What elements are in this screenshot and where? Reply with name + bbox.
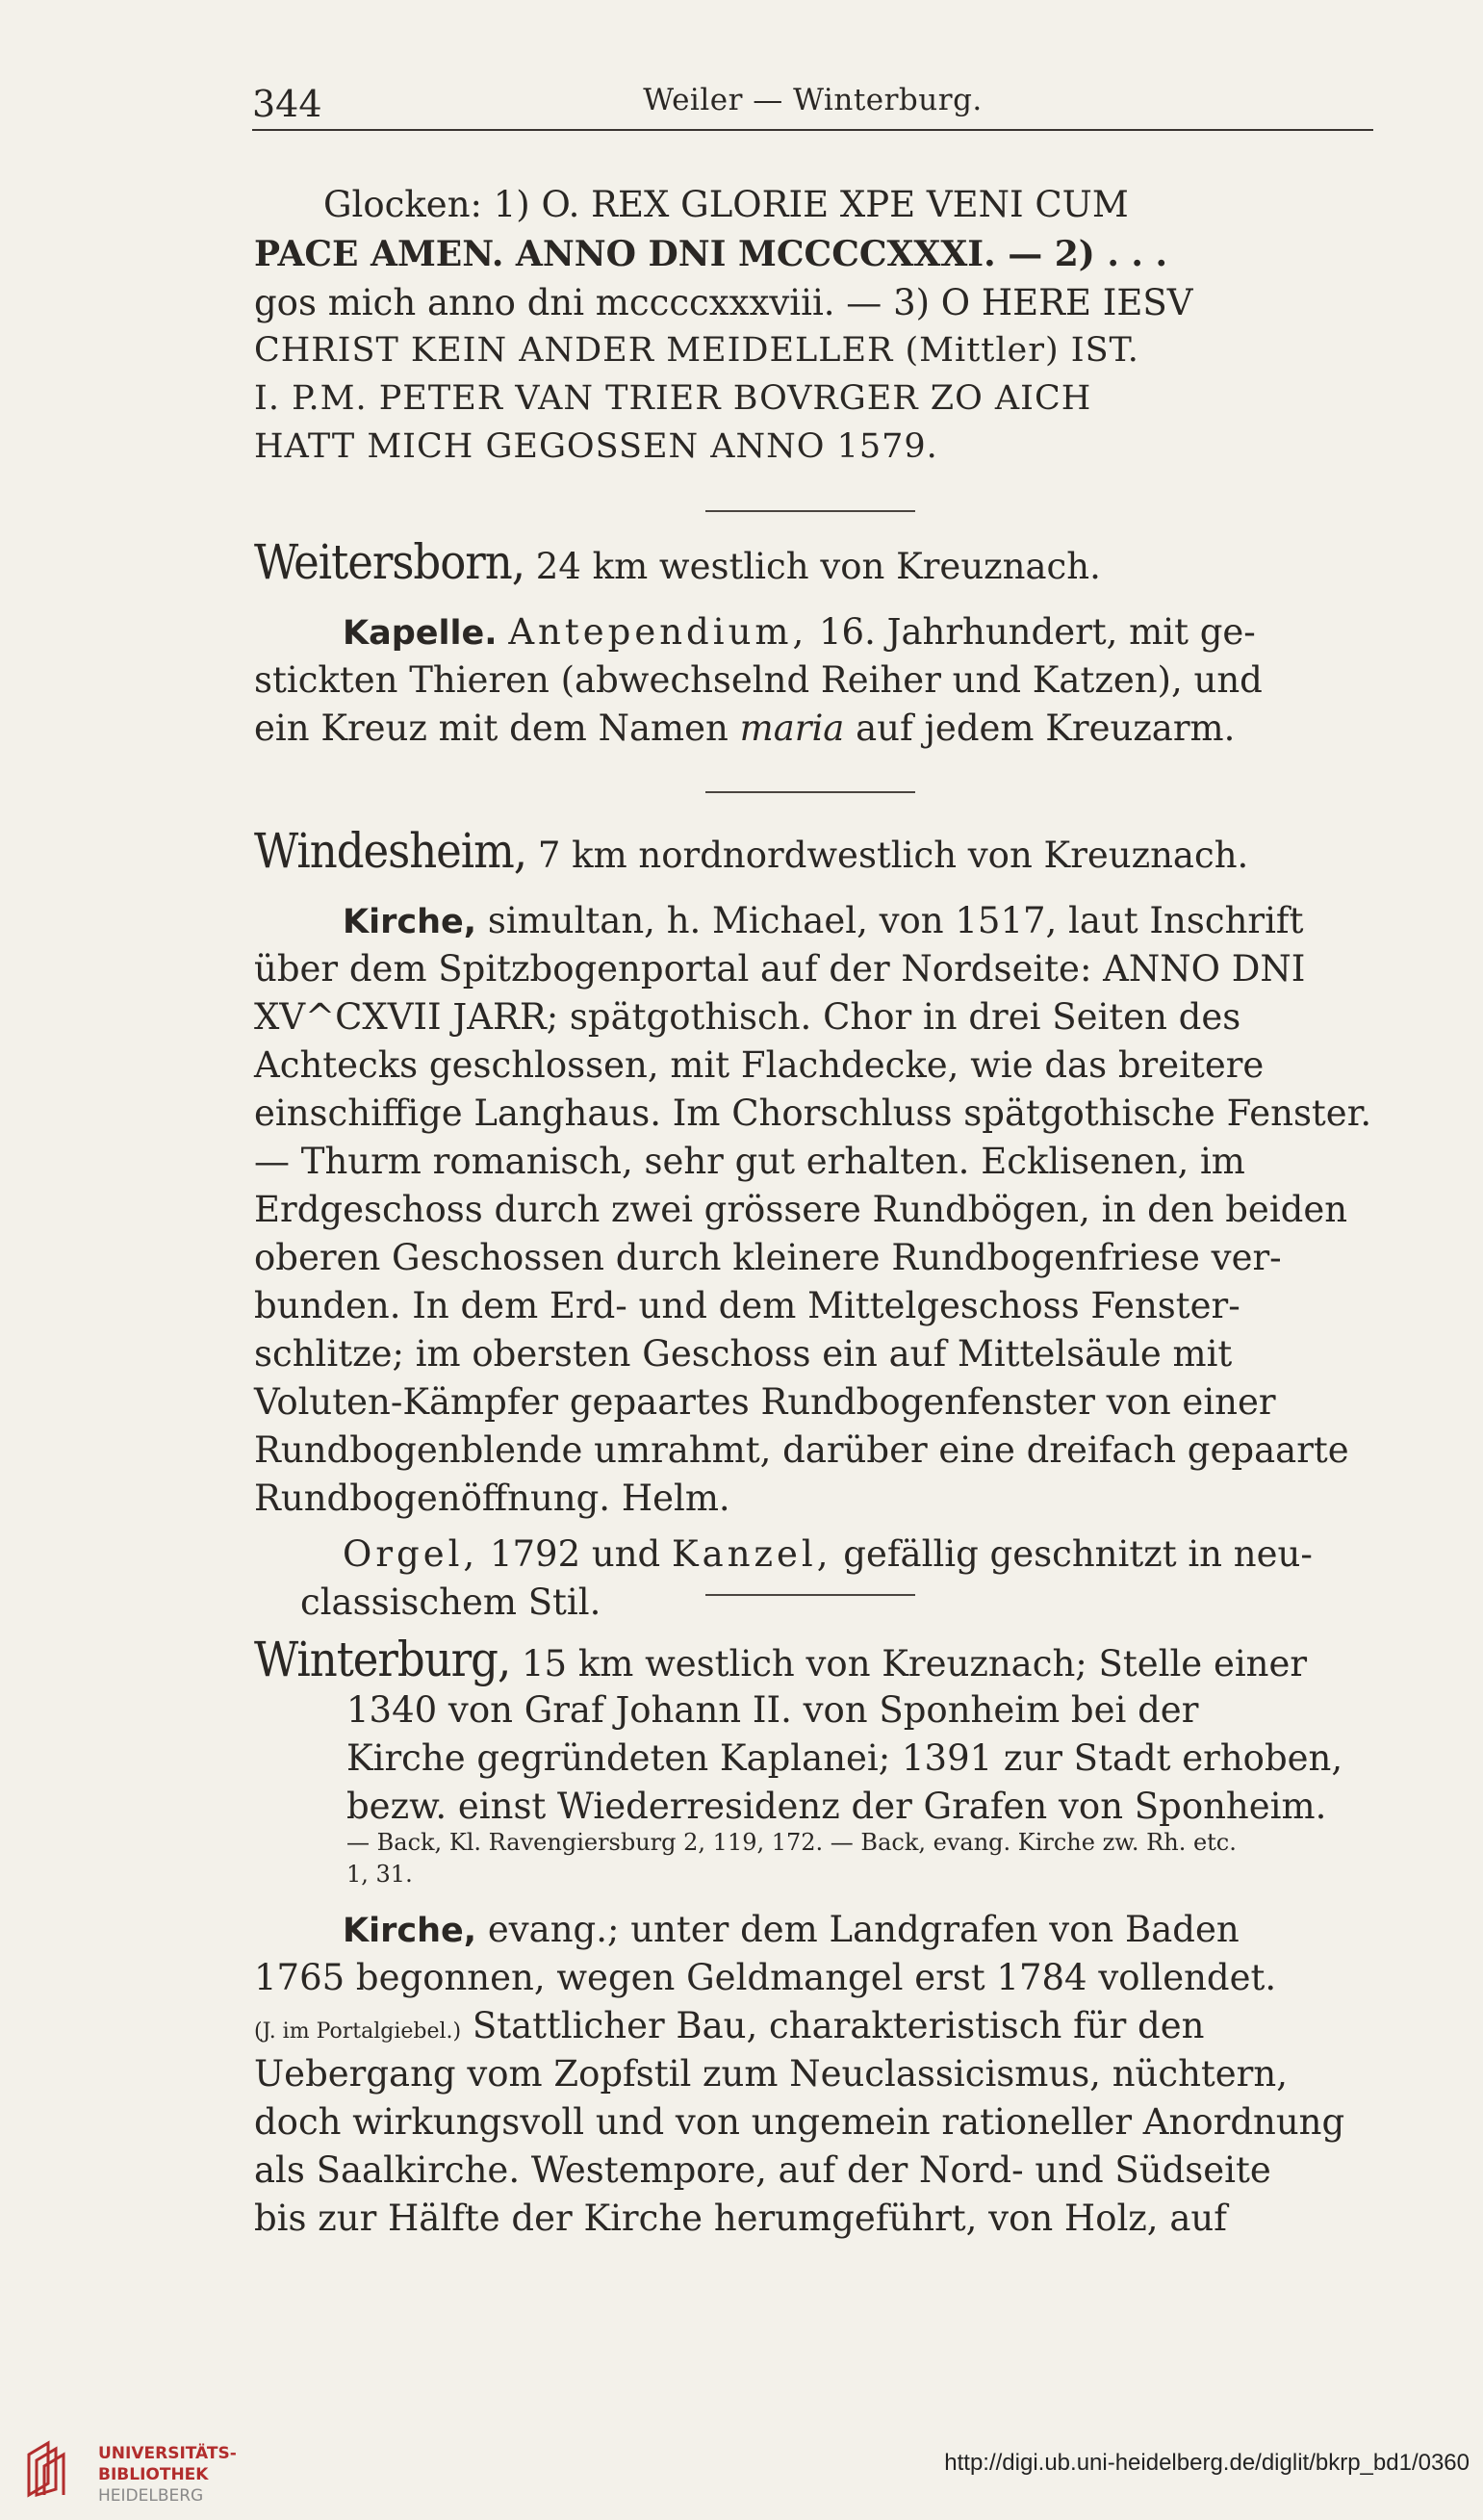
text-line: Achtecks geschlossen, mit Flachdecke, wie das breitere xyxy=(254,1044,1265,1086)
text-line: XV^CXVII JARR; spätgothisch. Chor in drei Seiten des xyxy=(254,996,1241,1038)
text-line: einschiffige Langhaus. Im Chorschluss spätgothische Fenster. xyxy=(254,1093,1372,1134)
text-line: Erdgeschoss durch zwei grössere Rundbögen, in den beiden xyxy=(254,1189,1348,1230)
text-line: 1765 begonnen, wegen Geldmangel erst 1784 vollendet. xyxy=(254,1957,1277,1998)
library-name xyxy=(98,2443,237,2507)
weitersborn-heading-line xyxy=(254,534,1372,591)
reference-line: 1, 31. xyxy=(346,1861,413,1888)
spaced-term: Kanzel, xyxy=(672,1533,832,1575)
running-header xyxy=(252,75,1373,131)
kirche-label: Kirche, xyxy=(343,903,477,941)
glocken-line: CHRIST KEIN ANDER MEIDELLER (Mittler) IST. xyxy=(254,331,1139,370)
text-line: — Thurm romanisch, sehr gut erhalten. Ecklisenen, im xyxy=(254,1141,1245,1182)
section-divider xyxy=(705,791,915,793)
library-line: HEIDELBERG xyxy=(98,2486,204,2506)
small-note: (J. im Portalgiebel.) xyxy=(254,2019,462,2044)
text-line: über dem Spitzbogenportal auf der Nordseite: ANNO DNI xyxy=(254,948,1306,990)
glocken-line: gos mich anno dni mccccxxxviii. — 3) O HERE IESV xyxy=(254,282,1193,323)
text-line: classischem Stil. xyxy=(300,1581,601,1623)
text-run: ein Kreuz mit dem Namen xyxy=(254,707,740,749)
heading-rest: 15 km westlich von Kreuznach; Stelle einer xyxy=(510,1643,1308,1684)
section-divider xyxy=(705,510,915,512)
place-heading: Windesheim, xyxy=(254,823,527,879)
glocken-line: PACE AMEN. ANNO DNI MCCCCXXXI. — 2) . . . xyxy=(254,234,1168,274)
glocken-line: HATT MICH GEGOSSEN ANNO 1579. xyxy=(254,427,938,466)
library-line: UNIVERSITÄTS- xyxy=(98,2444,237,2463)
place-heading: Weitersborn, xyxy=(254,534,525,590)
source-url-link[interactable]: http://digi.ub.uni-heidelberg.de/diglit/bkrp_bd1/0360 xyxy=(944,2450,1470,2476)
text-line xyxy=(254,2002,1372,2056)
glocken-line: Glocken: 1) O. REX GLORIE XPE VENI CUM xyxy=(323,184,1129,225)
text-line: 1340 von Graf Johann II. von Sponheim bei der xyxy=(346,1689,1199,1731)
page-number: 344 xyxy=(252,83,322,125)
kapelle-label: Kapelle. xyxy=(343,614,498,653)
text-run: auf jedem Kreuzarm. xyxy=(844,707,1236,749)
winterburg-heading-line xyxy=(254,1632,1372,1688)
text-run: gefällig geschnitzt in neu- xyxy=(831,1533,1313,1575)
text-line xyxy=(254,1530,1372,1579)
text-run: simultan, h. Michael, von 1517, laut Inschrift xyxy=(476,900,1304,941)
text-run: Stattlicher Bau, charakteristisch für den xyxy=(461,2005,1205,2046)
place-heading: Winterburg, xyxy=(254,1632,511,1687)
text-line xyxy=(254,1906,1372,1956)
text-line: stickten Thieren (abwechselnd Reiher und Katzen), und xyxy=(254,659,1263,701)
text-line: Uebergang vom Zopfstil zum Neuclassicismus, nüchtern, xyxy=(254,2053,1288,2095)
text-line: Voluten-Kämpfer gepaartes Rundbogenfenster von einer xyxy=(254,1381,1276,1423)
text-line: oberen Geschossen durch kleinere Rundbogenfriese ver- xyxy=(254,1237,1282,1278)
text-line: Rundbogenöffnung. Helm. xyxy=(254,1478,730,1519)
text-line: bunden. In dem Erd- und dem Mittelgeschoss Fenster- xyxy=(254,1285,1240,1326)
text-line xyxy=(254,608,1372,658)
spaced-term: Antependium, xyxy=(508,611,808,653)
text-line: Rundbogenblende umrahmt, darüber eine dreifach gepaarte xyxy=(254,1429,1349,1471)
library-line: BIBLIOTHEK xyxy=(98,2465,209,2484)
text-line xyxy=(254,897,1372,947)
text-line xyxy=(254,705,1372,753)
heading-rest: 7 km nordnordwestlich von Kreuznach. xyxy=(526,835,1249,876)
text-line: bis zur Hälfte der Kirche herumgeführt, von Holz, auf xyxy=(254,2198,1227,2239)
spaced-term: Orgel, xyxy=(343,1533,479,1575)
text-line: Kirche gegründeten Kaplanei; 1391 zur Stadt erhoben, xyxy=(346,1737,1343,1779)
glocken-line: I. P.M. PETER VAN TRIER BOVRGER ZO AICH xyxy=(254,379,1092,418)
running-title: Weiler — Winterburg. xyxy=(643,83,983,117)
windesheim-heading-line xyxy=(254,823,1372,880)
text-run: evang.; unter dem Landgrafen von Baden xyxy=(476,1909,1240,1950)
text-run: 16. Jahrhundert, mit ge- xyxy=(807,611,1256,653)
text-line: doch wirkungsvoll und von ungemein rationeller Anordnung xyxy=(254,2101,1345,2143)
italic-word: maria xyxy=(739,707,845,749)
text-line: schlitze; im obersten Geschoss ein auf Mittelsäule mit xyxy=(254,1333,1233,1375)
heading-rest: 24 km westlich von Kreuznach. xyxy=(524,546,1101,587)
reference-line: — Back, Kl. Ravengiersburg 2, 119, 172. — Back, evang. Kirche zw. Rh. etc. xyxy=(346,1829,1237,1856)
kirche-label: Kirche, xyxy=(343,1912,477,1950)
text-line: bezw. einst Wiederresidenz der Grafen von Sponheim. xyxy=(346,1786,1327,1827)
section-divider xyxy=(705,1594,915,1596)
text-line: als Saalkirche. Westempore, auf der Nord- und Südseite xyxy=(254,2149,1271,2191)
library-logo-icon xyxy=(19,2435,89,2505)
text-run: 1792 und xyxy=(478,1533,672,1575)
